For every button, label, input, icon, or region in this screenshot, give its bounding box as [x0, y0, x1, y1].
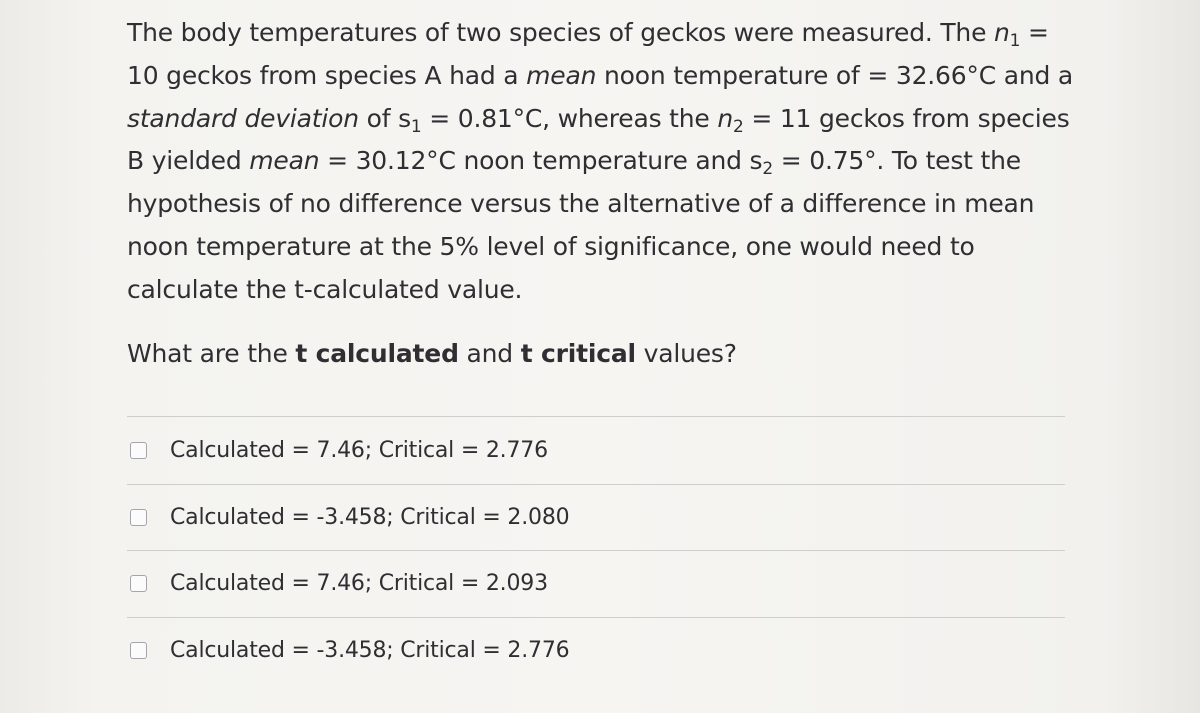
option-divider: [127, 484, 1065, 485]
question-line-5: hypothesis of no difference versus the alternative of a difference in mean: [127, 189, 1035, 219]
option-divider: [127, 617, 1065, 618]
answer-option-4[interactable]: [130, 635, 569, 665]
question-line-6: noon temperature at the 5% level of significance, one would need to: [127, 231, 975, 261]
question-line-2: 10 geckos from species A had a mean noon temperature of = 32.66°C and a: [127, 60, 1074, 90]
question-text: [127, 12, 1077, 312]
answer-option-label: Calculated = -3.458; Critical = 2.080: [170, 504, 570, 530]
answer-option-label: Calculated = 7.46; Critical = 2.776: [170, 437, 548, 463]
checkbox-icon[interactable]: [130, 642, 147, 659]
question-prompt: What are the t calculated and t critical values?: [127, 339, 737, 368]
question-line-7: calculate the t-calculated value.: [127, 274, 523, 304]
answer-option-2[interactable]: [130, 502, 569, 532]
option-divider: [127, 416, 1065, 417]
answer-option-label: Calculated = -3.458; Critical = 2.776: [170, 637, 570, 663]
checkbox-icon[interactable]: [130, 575, 147, 592]
answer-option-1[interactable]: [130, 435, 548, 465]
answer-option-label: Calculated = 7.46; Critical = 2.093: [170, 570, 548, 596]
checkbox-icon[interactable]: [130, 509, 147, 526]
question-line-3: standard deviation of $s_1 = 0.81^\circ C$, whereas the $n_2 = 11$ geckos from species: [127, 103, 1070, 137]
question-line-1: The body temperatures of two species of geckos were measured. The $n_1$ =: [127, 18, 1049, 51]
checkbox-icon[interactable]: [130, 442, 147, 459]
question-line-4: B yielded mean = 30.12°C noon temperature and $s_2 = 0.75^\circ$. To test the: [127, 146, 1021, 180]
answer-option-3[interactable]: [130, 568, 548, 598]
option-divider: [127, 550, 1065, 551]
